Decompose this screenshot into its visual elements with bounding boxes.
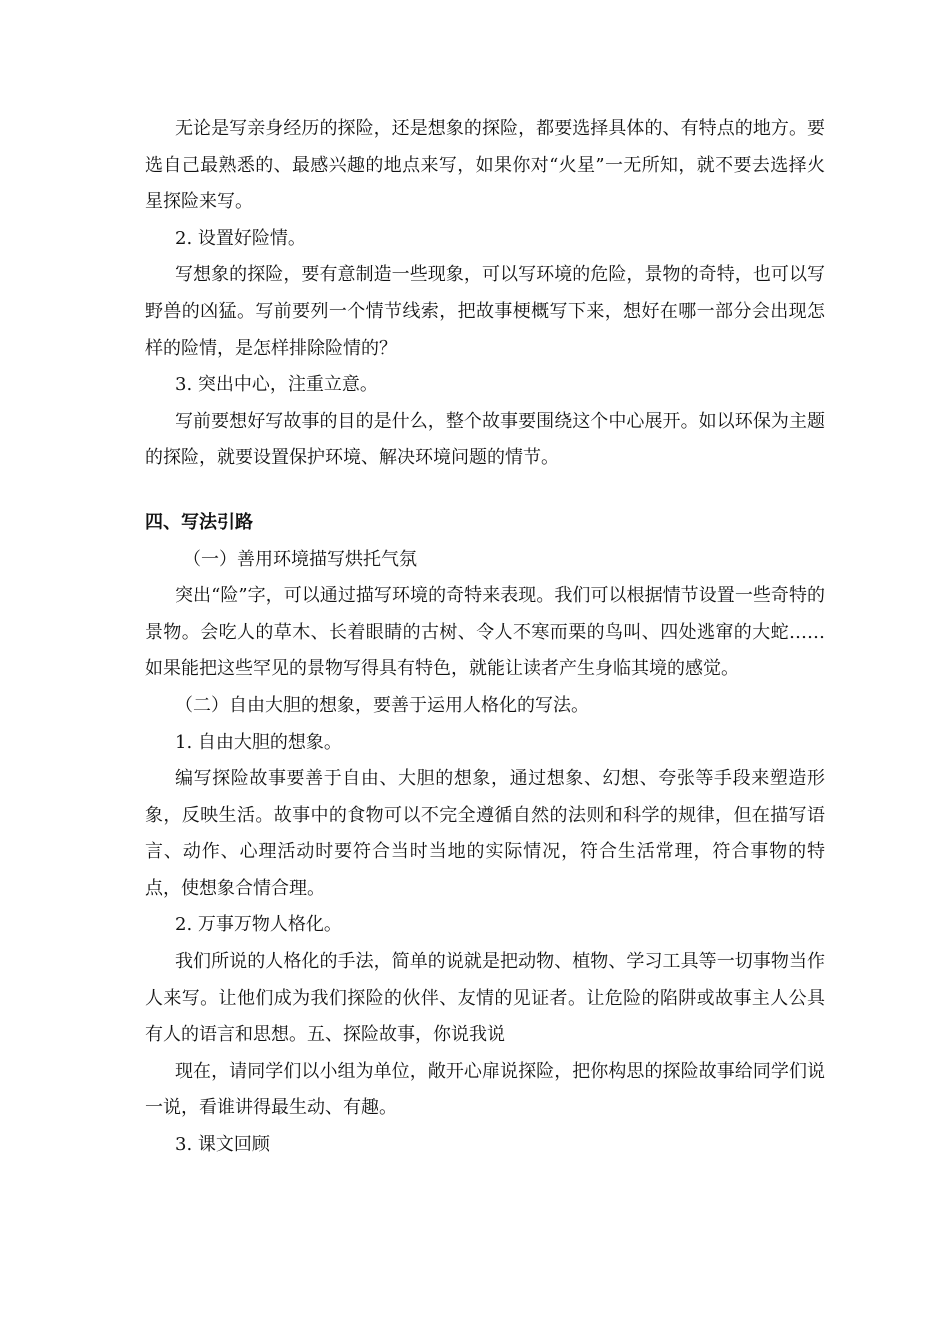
- item-personification: 2. 万事万物人格化。: [175, 914, 342, 936]
- paragraph-personification: 我们所说的人格化的手法，简单的说就是把动物、植物、学习工具等一切事物当作人来写。让他们成为我们探险的伙伴、友情的见证者。让危险的陷阱或故事主人公具有人的语言和思想。五、探险故事，你说我说: [145, 951, 825, 1046]
- subheading-imagination: （二）自由大胆的想象，要善于运用人格化的写法。: [175, 694, 589, 716]
- section-heading-writing-guide: 四、写法引路: [145, 511, 253, 533]
- paragraph-highlight-center: 写前要想好写故事的目的是什么，整个故事要围绕这个中心展开。如以环保为主题的探险，就要设置保护环境、解决环境问题的情节。: [145, 410, 825, 469]
- item-highlight-center: 3. 突出中心，注重立意。: [175, 374, 378, 396]
- item-text-review: 3. 课文回顾: [175, 1134, 270, 1156]
- item-bold-imagination: 1. 自由大胆的想象。: [175, 731, 342, 753]
- paragraph-bold-imagination: 编写探险故事要善于自由、大胆的想象，通过想象、幻想、夸张等手段来塑造形象，反映生活。故事中的食物可以不完全遵循自然的法则和科学的规律，但在描写语言、动作、心理活动时要符合当时当地的实际情况，符合生活常理，符合事物的特点，使想象合情合理。: [145, 768, 825, 899]
- subheading-environment: （一）善用环境描写烘托气氛: [183, 548, 417, 570]
- paragraph-choose-place: 无论是写亲身经历的探险，还是想象的探险，都要选择具体的、有特点的地方。要选自己最熟悉的、最感兴趣的地点来写，如果你对“火星”一无所知，就不要去选择火星探险来写。: [145, 118, 825, 213]
- item-set-danger: 2. 设置好险情。: [175, 227, 306, 249]
- paragraph-group-sharing: 现在，请同学们以小组为单位，敞开心扉说探险，把你构思的探险故事给同学们说一说，看谁讲得最生动、有趣。: [145, 1060, 825, 1119]
- document-page: [145, 111, 825, 1164]
- paragraph-environment: 突出“险”字，可以通过描写环境的奇特来表现。我们可以根据情节设置一些奇特的景物。会吃人的草木、长着眼睛的古树、令人不寒而栗的鸟叫、四处逃窜的大蛇……如果能把这些罕见的景物写得具有特色，就能让读者产生身临其境的感觉。: [145, 585, 825, 680]
- paragraph-set-danger: 写想象的探险，要有意制造一些现象，可以写环境的危险，景物的奇特，也可以写野兽的凶猛。写前要列一个情节线索，把故事梗概写下来，想好在哪一部分会出现怎样的险情，是怎样排除险情的？: [145, 264, 825, 359]
